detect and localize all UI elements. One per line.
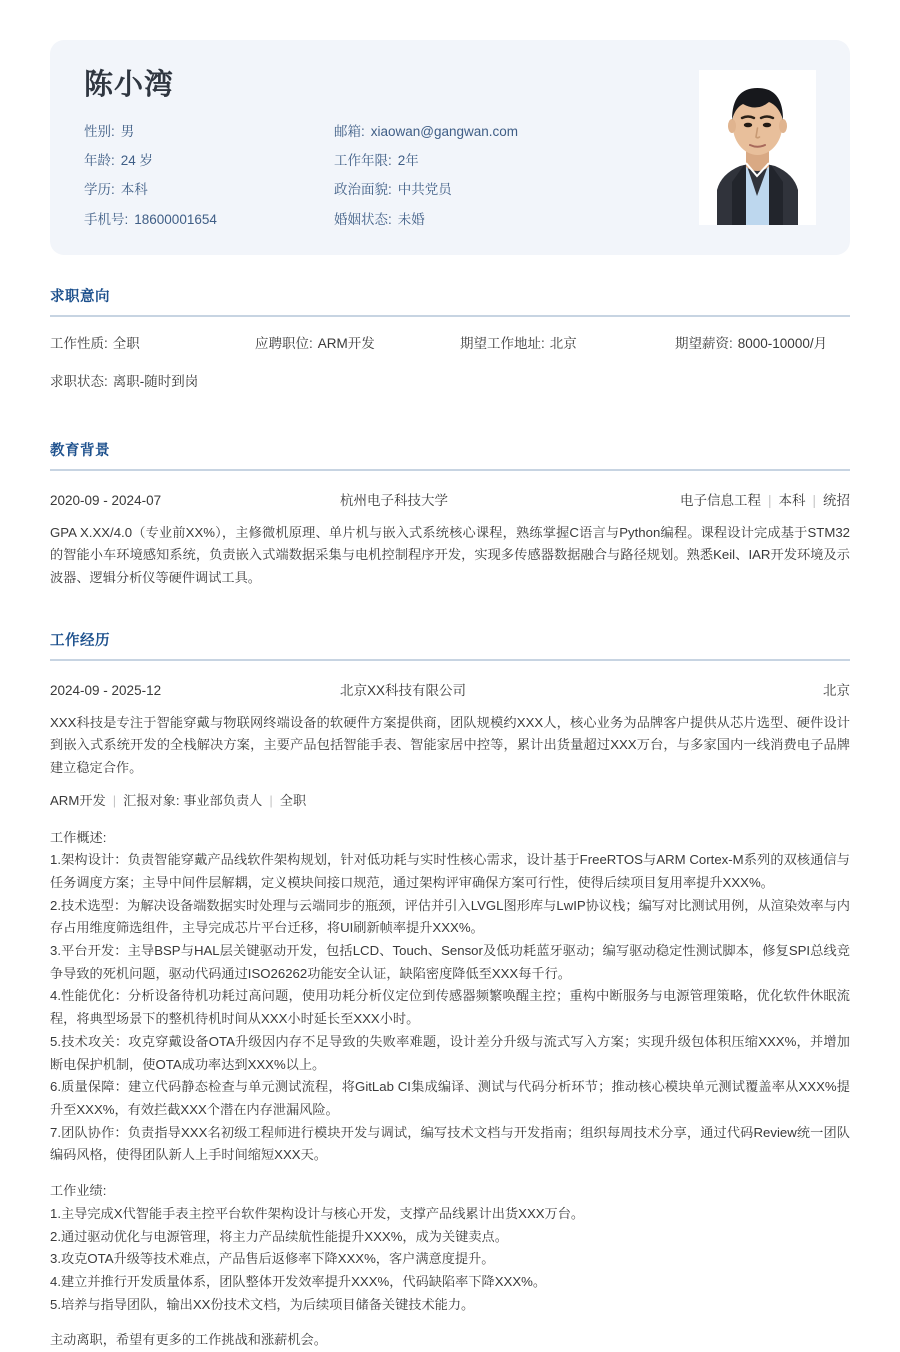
avatar	[699, 70, 816, 225]
section-work-experience	[50, 601, 850, 1352]
work-closing-note: 主动离职，希望有更多的工作挑战和涨薪机会。	[50, 1332, 327, 1348]
job-intent-position-value: ARM开发	[317, 335, 375, 351]
education-degree: 本科	[778, 492, 806, 508]
work-location: 北京	[823, 682, 850, 698]
profile-field-experience-label: 工作年限:	[334, 153, 392, 169]
profile-field-email-value: xiaowan@gangwan.com	[370, 123, 519, 139]
work-company: 北京XX科技有限公司	[340, 682, 467, 698]
work-overview-list	[50, 849, 850, 1167]
section-title-work: 工作经历	[50, 632, 110, 649]
meta-separator-icon: |	[269, 792, 273, 808]
job-intent-nature-value: 全职	[112, 335, 140, 351]
job-intent-row-1	[50, 335, 850, 354]
list-item: 4.建立并推行开发质量体系，团队整体开发效率提升XXX%，代码缺陷率下降XXX%。	[50, 1273, 547, 1289]
list-item: 7.团队协作：负责指导XXX名初级工程师进行模块开发与调试，编写技术文档与开发指南；组织每周技术分享，通过代码Review统一团队编码风格，使得团队新人上手时间缩短XXX天。	[50, 1124, 850, 1163]
profile-field-phone-value: 18600001654	[134, 211, 217, 227]
profile-fields-grid	[84, 123, 681, 229]
list-item: 3.攻克OTA升级等技术难点，产品售后返修率下降XXX%，客户满意度提升。	[50, 1251, 495, 1267]
job-intent-nature	[50, 335, 255, 354]
work-tag-row	[50, 791, 850, 811]
profile-field-gender-value: 男	[120, 123, 135, 139]
work-achievement-list	[50, 1203, 850, 1317]
list-item: 5.培养与指导团队，输出XX份技术文档，为后续项目储备关键技术能力。	[50, 1296, 475, 1312]
education-school: 杭州电子科技大学	[340, 492, 448, 508]
education-date: 2020-09 - 2024-07	[50, 492, 162, 508]
work-overview-label: 工作概述:	[50, 829, 107, 845]
profile-field-marital-value: 未婚	[397, 211, 425, 227]
profile-field-degree-label: 学历:	[84, 182, 115, 198]
profile-field-age-value: 24 岁	[120, 153, 154, 169]
education-entry-head	[50, 489, 850, 509]
work-tag-report-to: 汇报对象: 事业部负责人	[123, 792, 263, 808]
list-item: 3.平台开发：主导BSP与HAL层关键驱动开发，包括LCD、Touch、Sensor及低功耗蓝牙驱动；编写驱动稳定性测试脚本，修复SPI总线竞争导致的死机问题，驱动代码通过ISO26262功能安全认证，缺陷密度降低至XXX每千行。	[50, 943, 850, 981]
profile-field-experience	[334, 152, 681, 170]
profile-field-experience-value: 2年	[397, 153, 419, 169]
profile-field-age-label: 年龄:	[84, 153, 115, 169]
meta-separator-icon: |	[767, 492, 772, 508]
job-intent-status-label: 求职状态:	[50, 373, 108, 389]
profile-field-gender-label: 性别:	[84, 123, 115, 139]
list-item: 2.通过驱动优化与电源管理，将主力产品续航性能提升XXX%，成为关键卖点。	[50, 1228, 508, 1244]
section-divider	[50, 469, 850, 471]
section-divider	[50, 315, 850, 317]
list-item: 1.架构设计：负责智能穿戴产品线软件架构规划，针对低功耗与实时性核心需求，设计基于FreeRTOS与ARM Cortex-M系列的双核通信与任务调度方案；主导中间件层解耦，定义模块间接口规范，通过架构评审确保方案可行性，使得后续项目复用率提升XXX%。	[50, 852, 850, 890]
profile-field-marital	[334, 211, 681, 229]
job-intent-location-value: 北京	[549, 335, 577, 351]
profile-field-political-value: 中共党员	[397, 182, 452, 198]
profile-info	[84, 68, 681, 229]
resume-page	[0, 40, 900, 1348]
meta-separator-icon: |	[112, 792, 117, 808]
candidate-name: 陈小湾	[84, 69, 175, 101]
profile-field-phone	[84, 211, 334, 229]
work-achievement-label: 工作业绩:	[50, 1183, 107, 1199]
work-tag-position: ARM开发	[50, 792, 106, 808]
portrait-photo-icon	[699, 70, 816, 225]
profile-field-age	[84, 152, 334, 170]
job-intent-row-2	[50, 373, 850, 392]
education-meta	[680, 489, 850, 509]
profile-field-degree	[84, 181, 334, 199]
profile-field-gender	[84, 123, 334, 141]
job-intent-salary-label: 期望薪资:	[675, 335, 733, 351]
job-intent-status	[50, 373, 255, 392]
work-tag-nature: 全职	[279, 792, 307, 808]
education-major: 电子信息工程	[679, 492, 761, 508]
list-item: 6.质量保障：建立代码静态检查与单元测试流程，将GitLab CI集成编译、测试与代码分析环节；推动核心模块单元测试覆盖率从XXX%提升至XXX%，有效拦截XXX个潜在内存泄漏风险。	[50, 1079, 850, 1117]
section-education	[50, 411, 850, 590]
list-item: 4.性能优化：分析设备待机功耗过高问题，使用功耗分析仪定位到传感器频繁唤醒主控；重构中断服务与电源管理策略，优化软件休眠流程，将典型场景下的整机待机时间从XXX小时延长至XXX小时。	[50, 988, 850, 1027]
job-intent-position	[255, 335, 460, 354]
education-admission-type: 统招	[823, 492, 850, 508]
job-intent-salary	[675, 335, 827, 354]
profile-field-marital-label: 婚姻状态:	[334, 211, 392, 227]
work-company-description: XXX科技是专注于智能穿戴与物联网终端设备的软硬件方案提供商，团队规模约XXX人，核心业务为品牌客户提供从芯片选型、硬件设计到嵌入式系统开发的全栈解决方案，主要产品包括智能手表、智能家居中控等，累计出货量超过XXX万台，与多家国内一线消费电子品牌建立稳定合作。	[50, 714, 850, 776]
section-title-job-intent: 求职意向	[50, 288, 110, 305]
list-item: 1.主导完成X代智能手表主控平台软件架构设计与核心开发，支撑产品线累计出货XXX万台。	[50, 1205, 585, 1221]
section-job-intent	[50, 255, 850, 392]
job-intent-location-label: 期望工作地址:	[460, 335, 545, 351]
job-intent-salary-value: 8000-10000/月	[737, 335, 828, 351]
job-intent-location	[460, 335, 675, 354]
spacer	[50, 1167, 850, 1180]
profile-field-phone-label: 手机号:	[84, 211, 129, 227]
job-intent-status-value: 离职-随时到岗	[112, 373, 199, 389]
work-entry-head	[50, 679, 850, 699]
profile-field-degree-value: 本科	[120, 182, 148, 198]
spacer	[50, 1316, 850, 1329]
section-title-education: 教育背景	[50, 442, 110, 459]
list-item: 5.技术攻关：攻克穿戴设备OTA升级因内存不足导致的失败率难题，设计差分升级与流式写入方案；实现升级包体积压缩XXX%，并增加断电保护机制，使OTA成功率达到XXX%以上。	[50, 1033, 850, 1072]
education-description: GPA X.XX/4.0（专业前XX%），主修微机原理、单片机与嵌入式系统核心课程，熟练掌握C语言与Python编程。课程设计完成基于STM32的智能小车环境感知系统，负责嵌入式端数据采集与电机控制程序开发，实现多传感器数据融合与路径规划。熟悉Keil、IAR开发环境及示波器、逻辑分析仪等硬件调试工具。	[50, 524, 850, 585]
meta-separator-icon: |	[812, 492, 816, 508]
section-divider	[50, 659, 850, 661]
work-date: 2024-09 - 2025-12	[50, 682, 162, 698]
profile-header-card	[50, 40, 850, 255]
list-item: 2.技术选型：为解决设备端数据实时处理与云端同步的瓶颈，评估并引入LVGL图形库与LwIP协议栈；编写对比测试用例，从渲染效率与内存占用维度筛选组件，主导完成芯片平台迁移，将UI刷新帧率提升XXX%。	[50, 897, 850, 936]
profile-field-political-label: 政治面貌:	[334, 182, 392, 198]
profile-field-email-label: 邮箱:	[334, 123, 365, 139]
profile-field-political	[334, 181, 681, 199]
job-intent-position-label: 应聘职位:	[255, 335, 313, 351]
profile-field-email	[334, 123, 681, 141]
job-intent-nature-label: 工作性质:	[50, 335, 108, 351]
